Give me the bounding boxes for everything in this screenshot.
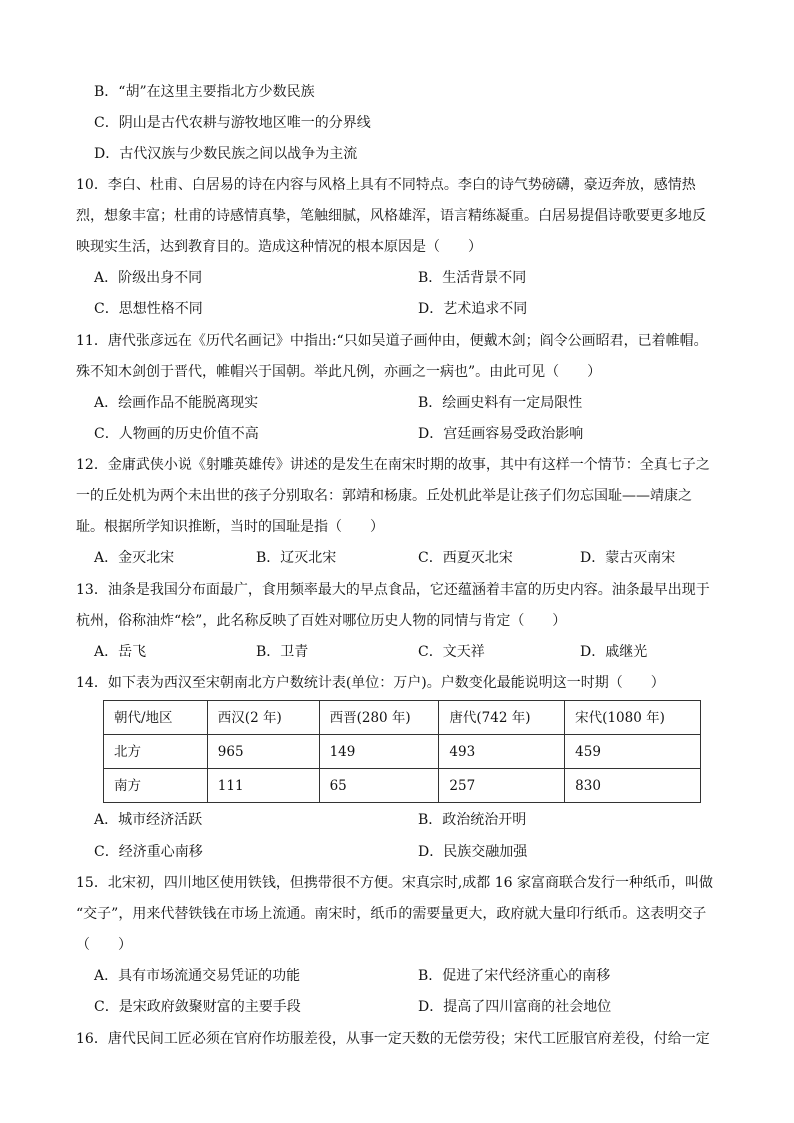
q15-stem-line3: （ ） <box>76 937 132 953</box>
q13-option-c: C．文天祥 <box>418 644 485 660</box>
q14-option-c: C．经济重心南移 <box>94 844 203 860</box>
q9-option-b: B．“胡”在这里主要指北方少数民族 <box>94 84 315 100</box>
q14-option-d: D．民族交融加强 <box>418 844 528 860</box>
q15-stem-line1: 15．北宋初，四川地区使用铁钱，但携带很不方便。宋真宗时,成都 16 家富商联合发行一种纸币，叫做 <box>76 875 713 891</box>
q10-stem-line1: 10．李白、杜甫、白居易的诗在内容与风格上具有不同特点。李白的诗气势磅礴，豪迈奔放，感情热 <box>76 177 696 193</box>
q15-option-b: B．促进了宋代经济重心的南移 <box>418 968 611 984</box>
q10-option-b: B．生活背景不同 <box>418 270 527 286</box>
q13-option-a: A．岳飞 <box>94 644 147 660</box>
q12-stem-line3: 耻。根据所学知识推断，当时的国耻是指（ ） <box>76 519 384 535</box>
table-header-cell: 唐代(742 年) <box>439 701 565 735</box>
q16-stem-line1: 16．唐代民间工匠必须在官府作坊服差役，从事一定天数的无偿劳役；宋代工匠服官府差役，付给一定 <box>76 1031 710 1047</box>
table-cell: 257 <box>439 769 565 803</box>
q10-option-a: A．阶级出身不同 <box>94 270 203 286</box>
q11-option-c: C．人物画的历史价值不高 <box>94 426 259 442</box>
table-header-cell: 西晋(280 年) <box>319 701 439 735</box>
table-cell: 149 <box>319 735 439 769</box>
table-cell: 北方 <box>104 735 208 769</box>
table-cell: 459 <box>565 735 701 769</box>
table-cell: 65 <box>319 769 439 803</box>
q9-option-c: C．阴山是古代农耕与游牧地区唯一的分界线 <box>94 115 371 131</box>
q12-option-b: B．辽灭北宋 <box>256 550 337 566</box>
table-cell: 493 <box>439 735 565 769</box>
table-header-cell: 西汉(2 年) <box>207 701 319 735</box>
q15-option-c: C．是宋政府敛聚财富的主要手段 <box>94 999 301 1015</box>
q14-option-a: A．城市经济活跃 <box>94 812 203 828</box>
q14-stem-line1: 14．如下表为西汉至宋朝南北方户数统计表(单位：万户)。户数变化最能说明这一时期（ ） <box>76 675 665 691</box>
table-header-row <box>104 701 701 735</box>
q15-option-a: A．具有市场流通交易凭证的功能 <box>94 968 301 984</box>
q9-option-d: D．古代汉族与少数民族之间以战争为主流 <box>94 146 358 162</box>
q11-option-d: D．宫廷画容易受政治影响 <box>418 426 584 442</box>
q15-option-d: D．提高了四川富商的社会地位 <box>418 999 612 1015</box>
q11-stem-line2: 殊不知木剑创于晋代，帷帽兴于国朝。举此凡例，亦画之一病也”。由此可见（ ） <box>76 364 602 380</box>
q11-stem-line1: 11．唐代张彦远在《历代名画记》中指出:“只如吴道子画仲由，便戴木剑；阎令公画昭君，已着帷帽。 <box>76 333 708 349</box>
q10-option-d: D．艺术追求不同 <box>418 301 528 317</box>
q12-stem-line2: 一的丘处机为两个未出世的孩子分别取名：郭靖和杨康。丘处机此举是让孩子们勿忘国耻——靖康之 <box>76 488 692 504</box>
q11-option-a: A．绘画作品不能脱离现实 <box>94 395 259 411</box>
q12-option-d: D．蒙古灭南宋 <box>580 550 676 566</box>
q10-option-c: C．思想性格不同 <box>94 301 203 317</box>
q12-option-a: A．金灭北宋 <box>94 550 175 566</box>
table-row <box>104 769 701 803</box>
table-header-cell: 朝代/地区 <box>104 701 208 735</box>
table-cell: 965 <box>207 735 319 769</box>
table-row <box>104 735 701 769</box>
table-cell: 南方 <box>104 769 208 803</box>
q13-option-b: B．卫青 <box>256 644 309 660</box>
table-cell: 111 <box>207 769 319 803</box>
q12-option-c: C．西夏灭北宋 <box>418 550 513 566</box>
q13-option-d: D．戚继光 <box>580 644 648 660</box>
q12-stem-line1: 12．金庸武侠小说《射雕英雄传》讲述的是发生在南宋时期的故事，其中有这样一个情节：全真七子之 <box>76 457 710 473</box>
household-statistics-table <box>103 700 701 803</box>
table-header-cell: 宋代(1080 年) <box>565 701 701 735</box>
q10-stem-line3: 映现实生活，达到教育目的。造成这种情况的根本原因是（ ） <box>76 239 482 255</box>
q13-stem-line2: 杭州，俗称油炸“桧”，此名称反映了百姓对哪位历史人物的同情与肯定（ ） <box>76 613 567 629</box>
q13-stem-line1: 13．油条是我国分布面最广，食用频率最大的早点食品，它还蕴涵着丰富的历史内容。油条最早出现于 <box>76 582 710 598</box>
table-cell: 830 <box>565 769 701 803</box>
q15-stem-line2: “交子”，用来代替铁钱在市场上流通。南宋时，纸币的需要量更大，政府就大量印行纸币。这表明交子 <box>76 906 707 922</box>
q11-option-b: B．绘画史料有一定局限性 <box>418 395 583 411</box>
q10-stem-line2: 烈，想象丰富；杜甫的诗感情真挚，笔触细腻，风格雄浑，语言精练凝重。白居易提倡诗歌要更多地反 <box>76 208 706 224</box>
q14-option-b: B．政治统治开明 <box>418 812 527 828</box>
